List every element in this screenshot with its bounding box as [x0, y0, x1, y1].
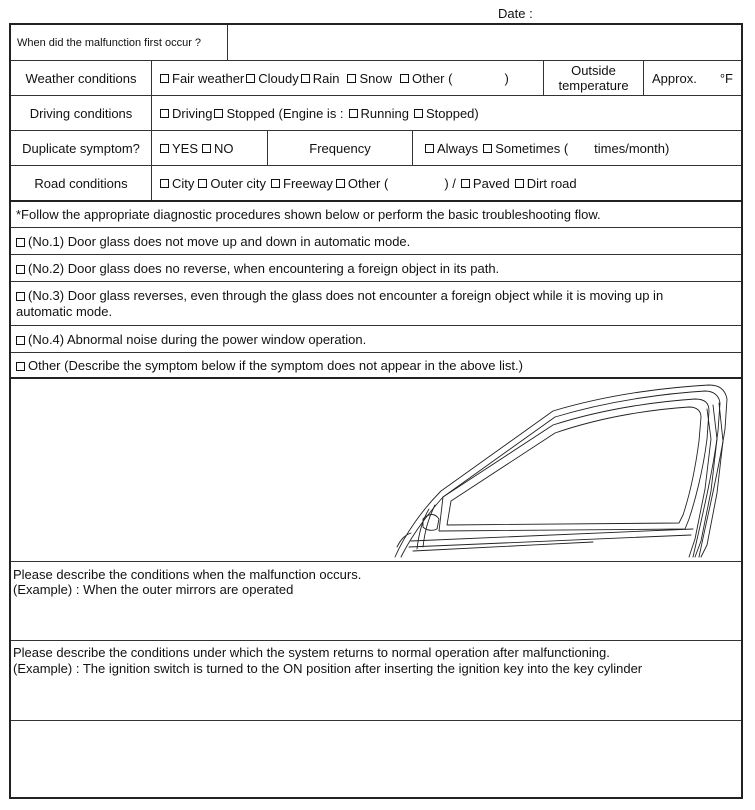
always-checkbox[interactable] [425, 144, 434, 153]
other-road-label: Other ( [347, 175, 389, 191]
symptom-2-label: (No.2) Door glass does no reverse, when encountering a foreign object in its path. [28, 261, 500, 276]
stopped-checkbox[interactable] [214, 109, 223, 118]
dirt-road-checkbox[interactable] [515, 179, 524, 188]
driving-row [11, 96, 741, 131]
engine-stopped-label: Stopped) [425, 105, 479, 121]
car-door-illustration [393, 379, 733, 559]
other-weather-close: ) [504, 70, 509, 86]
symptom-4-checkbox[interactable] [16, 336, 25, 345]
driving-checkbox[interactable] [160, 109, 169, 118]
symptom-row-3 [11, 282, 741, 326]
date-label: Date : [498, 6, 533, 21]
outside-temperature-line2: temperature [558, 78, 629, 93]
always-label: Always [437, 140, 479, 156]
freeway-checkbox[interactable] [271, 179, 280, 188]
instruction-note-row [11, 202, 741, 228]
sometimes-checkbox[interactable] [483, 144, 492, 153]
symptom-3-checkbox[interactable] [16, 292, 25, 301]
frequency-label: Frequency [267, 131, 412, 165]
temperature-field[interactable] [643, 61, 741, 95]
road-separator: ) / [444, 175, 456, 191]
duplicate-row [11, 131, 741, 166]
first-occur-label: When did the malfunction first occur ? [17, 36, 202, 49]
symptom-other-checkbox[interactable] [16, 362, 25, 371]
sometimes-label: Sometimes ( [495, 140, 569, 156]
fair-weather-label: Fair weather [172, 70, 245, 86]
running-checkbox[interactable] [349, 109, 358, 118]
yes-label: YES [172, 140, 199, 156]
times-per-month-label: times/month) [594, 140, 670, 156]
driving-label: Driving conditions [29, 105, 133, 121]
yes-checkbox[interactable] [160, 144, 169, 153]
stopped-label: Stopped (Engine is : [226, 105, 344, 121]
symptom-3-label-line2: automatic mode. [16, 304, 113, 319]
road-options [151, 166, 741, 200]
duplicate-label: Duplicate symptom? [22, 140, 140, 156]
driving-option-label: Driving [172, 105, 213, 121]
outer-city-label: Outer city [210, 175, 267, 191]
paved-label: Paved [472, 175, 510, 191]
recovery-conditions-area[interactable] [11, 641, 741, 721]
dirt-road-label: Dirt road [526, 175, 577, 191]
symptom-other-label: Other (Describe the symptom below if the symptom does not appear in the above list.) [28, 358, 523, 373]
cloudy-label: Cloudy [258, 70, 299, 86]
malfunction-conditions-area[interactable] [11, 562, 741, 641]
duplicate-options [151, 131, 267, 165]
weather-label: Weather conditions [25, 70, 137, 86]
fahrenheit-unit: °F [719, 70, 733, 86]
snow-label: Snow [359, 70, 392, 86]
outside-temperature-line1: Outside [571, 63, 616, 78]
symptom-row-4 [11, 326, 741, 353]
symptom-3-label-line1: (No.3) Door glass reverses, even through the glass does not encounter a foreign object while it is moving up in [28, 288, 664, 303]
malfunction-conditions-question: Please describe the conditions when the malfunction occurs. [13, 567, 362, 582]
symptom-2-checkbox[interactable] [16, 265, 25, 274]
malfunction-conditions-example: (Example) : When the outer mirrors are operated [13, 582, 294, 597]
other-weather-checkbox[interactable] [400, 74, 409, 83]
no-checkbox[interactable] [202, 144, 211, 153]
diagnostic-worksheet [9, 23, 743, 799]
road-label: Road conditions [34, 175, 128, 191]
notes-area[interactable] [11, 721, 741, 797]
symptom-4-label: (No.4) Abnormal noise during the power window operation. [28, 332, 367, 347]
no-label: NO [214, 140, 234, 156]
weather-row [11, 61, 741, 96]
freeway-label: Freeway [283, 175, 333, 191]
symptom-description-area[interactable] [11, 379, 741, 562]
symptom-row-1 [11, 228, 741, 255]
weather-options [151, 61, 543, 95]
cloudy-checkbox[interactable] [246, 74, 255, 83]
paved-checkbox[interactable] [461, 179, 470, 188]
fair-weather-checkbox[interactable] [160, 74, 169, 83]
road-row [11, 166, 741, 201]
symptom-row-2 [11, 255, 741, 282]
outer-city-checkbox[interactable] [198, 179, 207, 188]
symptom-row-other [11, 353, 741, 379]
outside-temperature-label [543, 61, 643, 95]
running-label: Running [360, 105, 409, 121]
symptom-1-label: (No.1) Door glass does not move up and down in automatic mode. [28, 234, 411, 249]
city-label: City [172, 175, 195, 191]
first-occur-row [11, 25, 741, 61]
instruction-note: *Follow the appropriate diagnostic procedures shown below or perform the basic troubleshooting flow. [16, 207, 601, 222]
snow-checkbox[interactable] [347, 74, 356, 83]
other-weather-label: Other ( [412, 70, 453, 86]
approx-label: Approx. [652, 70, 697, 86]
rain-checkbox[interactable] [301, 74, 310, 83]
driving-options [151, 96, 741, 130]
recovery-conditions-example: (Example) : The ignition switch is turned to the ON position after inserting the ignition key into the key cylinder [13, 661, 643, 676]
first-occur-field[interactable] [227, 25, 741, 60]
city-checkbox[interactable] [160, 179, 169, 188]
other-road-checkbox[interactable] [336, 179, 345, 188]
recovery-conditions-question: Please describe the conditions under which the system returns to normal operation after malfunctioning. [13, 645, 610, 660]
rain-label: Rain [312, 70, 340, 86]
frequency-options [412, 131, 741, 165]
symptom-1-checkbox[interactable] [16, 238, 25, 247]
engine-stopped-checkbox[interactable] [414, 109, 423, 118]
